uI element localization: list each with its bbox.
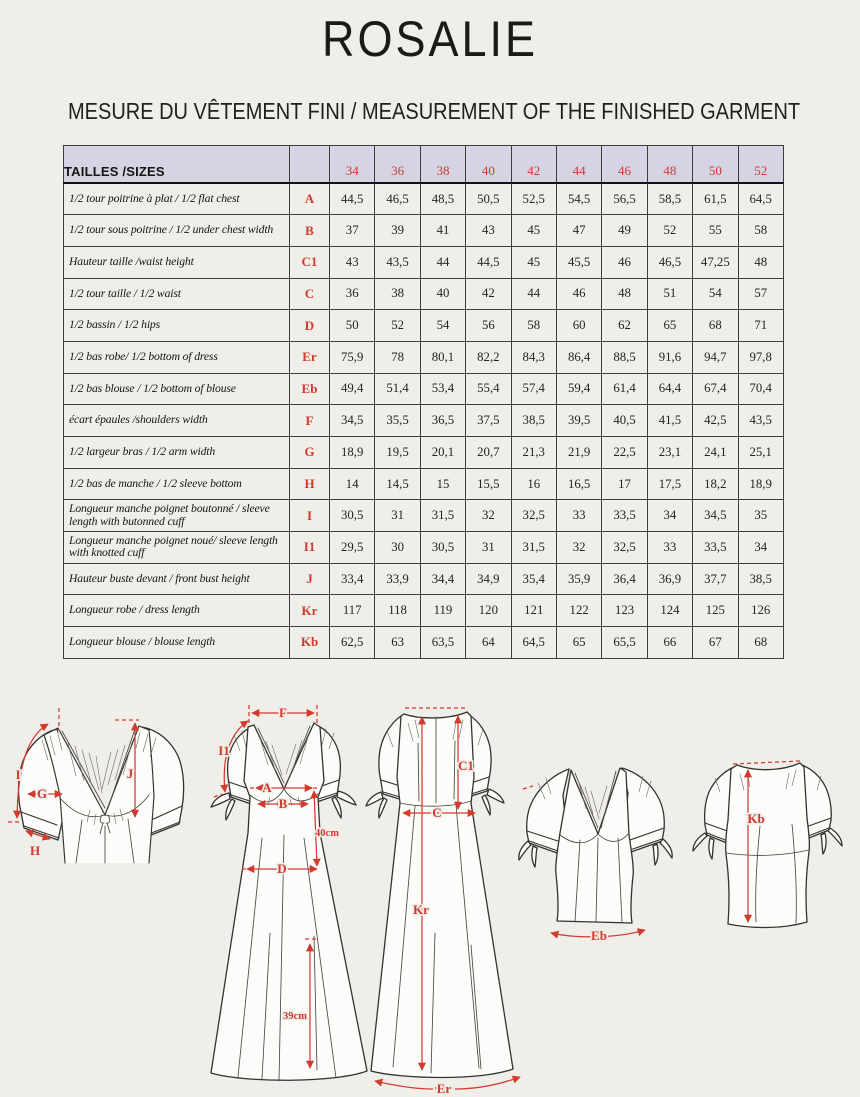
blouse-front-drawing (519, 768, 672, 923)
measure-value: 55,4 (466, 373, 511, 405)
measure-value: 118 (375, 595, 420, 627)
measure-value: 45,5 (556, 246, 601, 278)
measure-value: 20,1 (420, 437, 465, 469)
measure-value: 50,5 (466, 183, 511, 215)
measure-value: 35,5 (375, 405, 420, 437)
measure-value: 57 (738, 278, 783, 310)
measure-value: 53,4 (420, 373, 465, 405)
measure-label: 1/2 bas blouse / 1/2 bottom of blouse (64, 373, 290, 405)
table-row (64, 341, 784, 373)
measure-value: 56,5 (602, 183, 647, 215)
measure-code: D (290, 310, 330, 342)
measure-value: 62 (602, 310, 647, 342)
measure-value: 16 (511, 468, 556, 500)
size-header: 50 (693, 146, 738, 184)
measure-value: 55 (693, 215, 738, 247)
measure-value: 67 (693, 627, 738, 659)
measure-value: 124 (647, 595, 692, 627)
table-row (64, 595, 784, 627)
measure-value: 43,5 (738, 405, 783, 437)
measure-value: 38,5 (738, 563, 783, 595)
measure-label: Hauteur buste devant / front bust height (64, 563, 290, 595)
measure-value: 43 (466, 215, 511, 247)
measure-value: 43 (330, 246, 375, 278)
measure-value: 119 (420, 595, 465, 627)
measure-value: 52,5 (511, 183, 556, 215)
measure-value: 35,9 (556, 563, 601, 595)
measure-value: 41 (420, 215, 465, 247)
measure-value: 49,4 (330, 373, 375, 405)
measure-value: 54,5 (556, 183, 601, 215)
measure-value: 16,5 (556, 468, 601, 500)
table-row (64, 215, 784, 247)
measure-value: 61,5 (693, 183, 738, 215)
measure-code: A (290, 183, 330, 215)
measure-value: 29,5 (330, 532, 375, 564)
measure-value: 24,1 (693, 437, 738, 469)
measure-value: 48,5 (420, 183, 465, 215)
table-row (64, 183, 784, 215)
measure-value: 31 (466, 532, 511, 564)
measure-value: 49 (602, 215, 647, 247)
measure-value: 34,5 (330, 405, 375, 437)
label-C: C (432, 805, 442, 820)
measure-value: 54 (420, 310, 465, 342)
measure-value: 14,5 (375, 468, 420, 500)
size-header: 46 (602, 146, 647, 184)
measure-label: 1/2 largeur bras / 1/2 arm width (64, 437, 290, 469)
measure-value: 54 (693, 278, 738, 310)
table-row (64, 563, 784, 595)
table-row (64, 405, 784, 437)
measure-value: 36 (330, 278, 375, 310)
measure-value: 33 (647, 532, 692, 564)
measure-value: 31,5 (420, 500, 465, 532)
measure-value: 64,5 (738, 183, 783, 215)
measure-code: I1 (290, 532, 330, 564)
measure-value: 37 (330, 215, 375, 247)
measure-value: 46,5 (647, 246, 692, 278)
measure-value: 91,6 (647, 341, 692, 373)
measure-value: 68 (693, 310, 738, 342)
measure-value: 33 (556, 500, 601, 532)
measure-value: 126 (738, 595, 783, 627)
code-header-cell (290, 146, 330, 184)
measure-value: 35 (738, 500, 783, 532)
size-header: 44 (556, 146, 601, 184)
measure-code: J (290, 563, 330, 595)
measure-label: 1/2 tour poitrine à plat / 1/2 flat chest (64, 183, 290, 215)
measure-value: 30,5 (330, 500, 375, 532)
measure-value: 21,9 (556, 437, 601, 469)
label-F: F (279, 705, 287, 720)
measure-value: 63,5 (420, 627, 465, 659)
measure-value: 58 (511, 310, 556, 342)
table-row (64, 468, 784, 500)
table-row (64, 500, 784, 532)
measure-value: 94,7 (693, 341, 738, 373)
measure-value: 38,5 (511, 405, 556, 437)
measure-value: 80,1 (420, 341, 465, 373)
measure-value: 39,5 (556, 405, 601, 437)
measure-value: 64 (466, 627, 511, 659)
measure-label: 1/2 bassin / 1/2 hips (64, 310, 290, 342)
measure-value: 117 (330, 595, 375, 627)
measure-label: Hauteur taille /waist height (64, 246, 290, 278)
measure-value: 15 (420, 468, 465, 500)
size-header: 42 (511, 146, 556, 184)
size-header: 40 (466, 146, 511, 184)
measure-label: Longueur manche poignet noué/ sleeve length with knotted cuff (64, 532, 290, 564)
measure-value: 64,5 (511, 627, 556, 659)
measure-value: 75,9 (330, 341, 375, 373)
measure-value: 30 (375, 532, 420, 564)
table-row (64, 627, 784, 659)
measure-value: 65 (647, 310, 692, 342)
measure-value: 45 (511, 246, 556, 278)
size-header: 36 (375, 146, 420, 184)
measure-value: 48 (602, 278, 647, 310)
label-Kb: Kb (747, 811, 765, 826)
measure-code: Er (290, 341, 330, 373)
dress-back-drawing (366, 712, 513, 1078)
measure-value: 125 (693, 595, 738, 627)
measure-code: G (290, 437, 330, 469)
measure-value: 25,1 (738, 437, 783, 469)
measure-label: Longueur manche poignet boutonné / sleeve length with butonned cuff (64, 500, 290, 532)
measure-value: 60 (556, 310, 601, 342)
measure-value: 88,5 (602, 341, 647, 373)
label-D: D (277, 861, 287, 876)
measure-value: 18,9 (738, 468, 783, 500)
measure-value: 44,5 (466, 246, 511, 278)
table-row (64, 246, 784, 278)
size-header: 48 (647, 146, 692, 184)
measure-value: 30,5 (420, 532, 465, 564)
measure-code: I (290, 500, 330, 532)
measure-value: 68 (738, 627, 783, 659)
measure-value: 46,5 (375, 183, 420, 215)
measure-value: 58 (738, 215, 783, 247)
table-title-cell: TAILLES /SIZES (64, 146, 290, 184)
measure-label: écart épaules /shoulders width (64, 405, 290, 437)
label-H: H (29, 843, 41, 858)
measure-value: 17 (602, 468, 647, 500)
measure-value: 18,2 (693, 468, 738, 500)
label-A: A (262, 780, 272, 795)
measure-value: 44 (420, 246, 465, 278)
table-row (64, 278, 784, 310)
measure-code: B (290, 215, 330, 247)
measure-value: 38 (375, 278, 420, 310)
diagram-blouse-back (688, 726, 860, 964)
label-C1: C1 (458, 758, 474, 773)
measure-code: Kb (290, 627, 330, 659)
measure-value: 40,5 (602, 405, 647, 437)
measure-value: 42,5 (693, 405, 738, 437)
label-I1: I1 (218, 743, 230, 758)
measure-value: 32,5 (511, 500, 556, 532)
measure-value: 32 (466, 500, 511, 532)
label-Kr: Kr (413, 902, 429, 917)
measure-value: 62,5 (330, 627, 375, 659)
measure-value: 52 (375, 310, 420, 342)
measure-value: 47 (556, 215, 601, 247)
measure-value: 47,25 (693, 246, 738, 278)
measure-value: 34 (738, 532, 783, 564)
measure-value: 84,3 (511, 341, 556, 373)
size-header: 52 (738, 146, 783, 184)
measure-code: Kr (290, 595, 330, 627)
measure-value: 121 (511, 595, 556, 627)
label-Er: Er (436, 1081, 452, 1096)
measure-value: 31,5 (511, 532, 556, 564)
measure-value: 45 (511, 215, 556, 247)
measure-value: 64,4 (647, 373, 692, 405)
diagram-blouse-front (523, 743, 695, 958)
measure-value: 18,9 (330, 437, 375, 469)
measure-value: 34,5 (693, 500, 738, 532)
measure-value: 51 (647, 278, 692, 310)
measure-value: 50 (330, 310, 375, 342)
measure-code: C (290, 278, 330, 310)
measure-value: 41,5 (647, 405, 692, 437)
measure-label: 1/2 tour sous poitrine / 1/2 under chest width (64, 215, 290, 247)
measure-value: 46 (602, 246, 647, 278)
measure-value: 42 (466, 278, 511, 310)
measure-value: 48 (738, 246, 783, 278)
measure-label: 1/2 bas robe/ 1/2 bottom of dress (64, 341, 290, 373)
label-G: G (36, 786, 48, 801)
label-Eb: Eb (591, 928, 607, 943)
measure-value: 51,4 (375, 373, 420, 405)
label-40cm: 40cm (315, 828, 339, 839)
label-J: J (126, 766, 134, 781)
measure-value: 39 (375, 215, 420, 247)
measure-value: 70,4 (738, 373, 783, 405)
table-row (64, 437, 784, 469)
measure-value: 61,4 (602, 373, 647, 405)
measure-code: F (290, 405, 330, 437)
measure-label: Longueur robe / dress length (64, 595, 290, 627)
measure-code: Eb (290, 373, 330, 405)
measure-value: 44 (511, 278, 556, 310)
table-row (64, 373, 784, 405)
measure-value: 34,4 (420, 563, 465, 595)
measure-value: 17,5 (647, 468, 692, 500)
measure-value: 52 (647, 215, 692, 247)
size-header: 38 (420, 146, 465, 184)
measure-label: 1/2 tour taille / 1/2 waist (64, 278, 290, 310)
measure-value: 22,5 (602, 437, 647, 469)
measure-value: 37,5 (466, 405, 511, 437)
blouse-back-drawing (693, 763, 842, 928)
diagram-dress-front (200, 693, 375, 1093)
label-B: B (278, 796, 288, 811)
measure-value: 122 (556, 595, 601, 627)
measure-value: 34,9 (466, 563, 511, 595)
measure-value: 33,5 (693, 532, 738, 564)
measure-value: 33,9 (375, 563, 420, 595)
measure-value: 120 (466, 595, 511, 627)
measure-value: 67,4 (693, 373, 738, 405)
label-39cm: 39cm (283, 1011, 307, 1022)
measure-value: 63 (375, 627, 420, 659)
measure-value: 65 (556, 627, 601, 659)
measure-value: 82,2 (466, 341, 511, 373)
diagram-blouse-detail (2, 698, 197, 866)
measure-value: 65,5 (602, 627, 647, 659)
measure-label: 1/2 bas de manche / 1/2 sleeve bottom (64, 468, 290, 500)
measure-value: 97,8 (738, 341, 783, 373)
measure-value: 23,1 (647, 437, 692, 469)
measure-value: 40 (420, 278, 465, 310)
measure-value: 35,4 (511, 563, 556, 595)
measure-value: 33,4 (330, 563, 375, 595)
page-subtitle: MESURE DU VÊTEMENT FINI / MEASUREMENT OF THE FINISHED GARMENT (68, 99, 801, 125)
measure-value: 36,9 (647, 563, 692, 595)
measure-value: 58,5 (647, 183, 692, 215)
measure-value: 46 (556, 278, 601, 310)
measure-value: 123 (602, 595, 647, 627)
measure-value: 71 (738, 310, 783, 342)
measure-value: 34 (647, 500, 692, 532)
measure-value: 59,4 (556, 373, 601, 405)
label-I: I (15, 767, 21, 782)
measure-value: 32 (556, 532, 601, 564)
measure-value: 57,4 (511, 373, 556, 405)
measure-value: 20,7 (466, 437, 511, 469)
measure-code: C1 (290, 246, 330, 278)
measure-value: 86,4 (556, 341, 601, 373)
measure-code: H (290, 468, 330, 500)
table-row (64, 310, 784, 342)
measure-value: 44,5 (330, 183, 375, 215)
measure-value: 36,4 (602, 563, 647, 595)
table-row (64, 532, 784, 564)
size-table-body (64, 183, 784, 658)
page-title: ROSALIE (321, 10, 539, 68)
measure-value: 37,7 (693, 563, 738, 595)
measure-value: 66 (647, 627, 692, 659)
measure-value: 21,3 (511, 437, 556, 469)
measure-value: 19,5 (375, 437, 420, 469)
measurement-table (63, 145, 784, 659)
measure-value: 56 (466, 310, 511, 342)
dress-front-drawing (211, 723, 367, 1081)
measure-value: 14 (330, 468, 375, 500)
measure-value: 43,5 (375, 246, 420, 278)
measure-value: 32,5 (602, 532, 647, 564)
diagram-dress-back (363, 693, 541, 1097)
size-header-row (64, 146, 784, 184)
measure-label: Longueur blouse / blouse length (64, 627, 290, 659)
measure-value: 15,5 (466, 468, 511, 500)
measure-value: 33,5 (602, 500, 647, 532)
size-header: 34 (330, 146, 375, 184)
measure-value: 78 (375, 341, 420, 373)
measure-value: 36,5 (420, 405, 465, 437)
measure-value: 31 (375, 500, 420, 532)
